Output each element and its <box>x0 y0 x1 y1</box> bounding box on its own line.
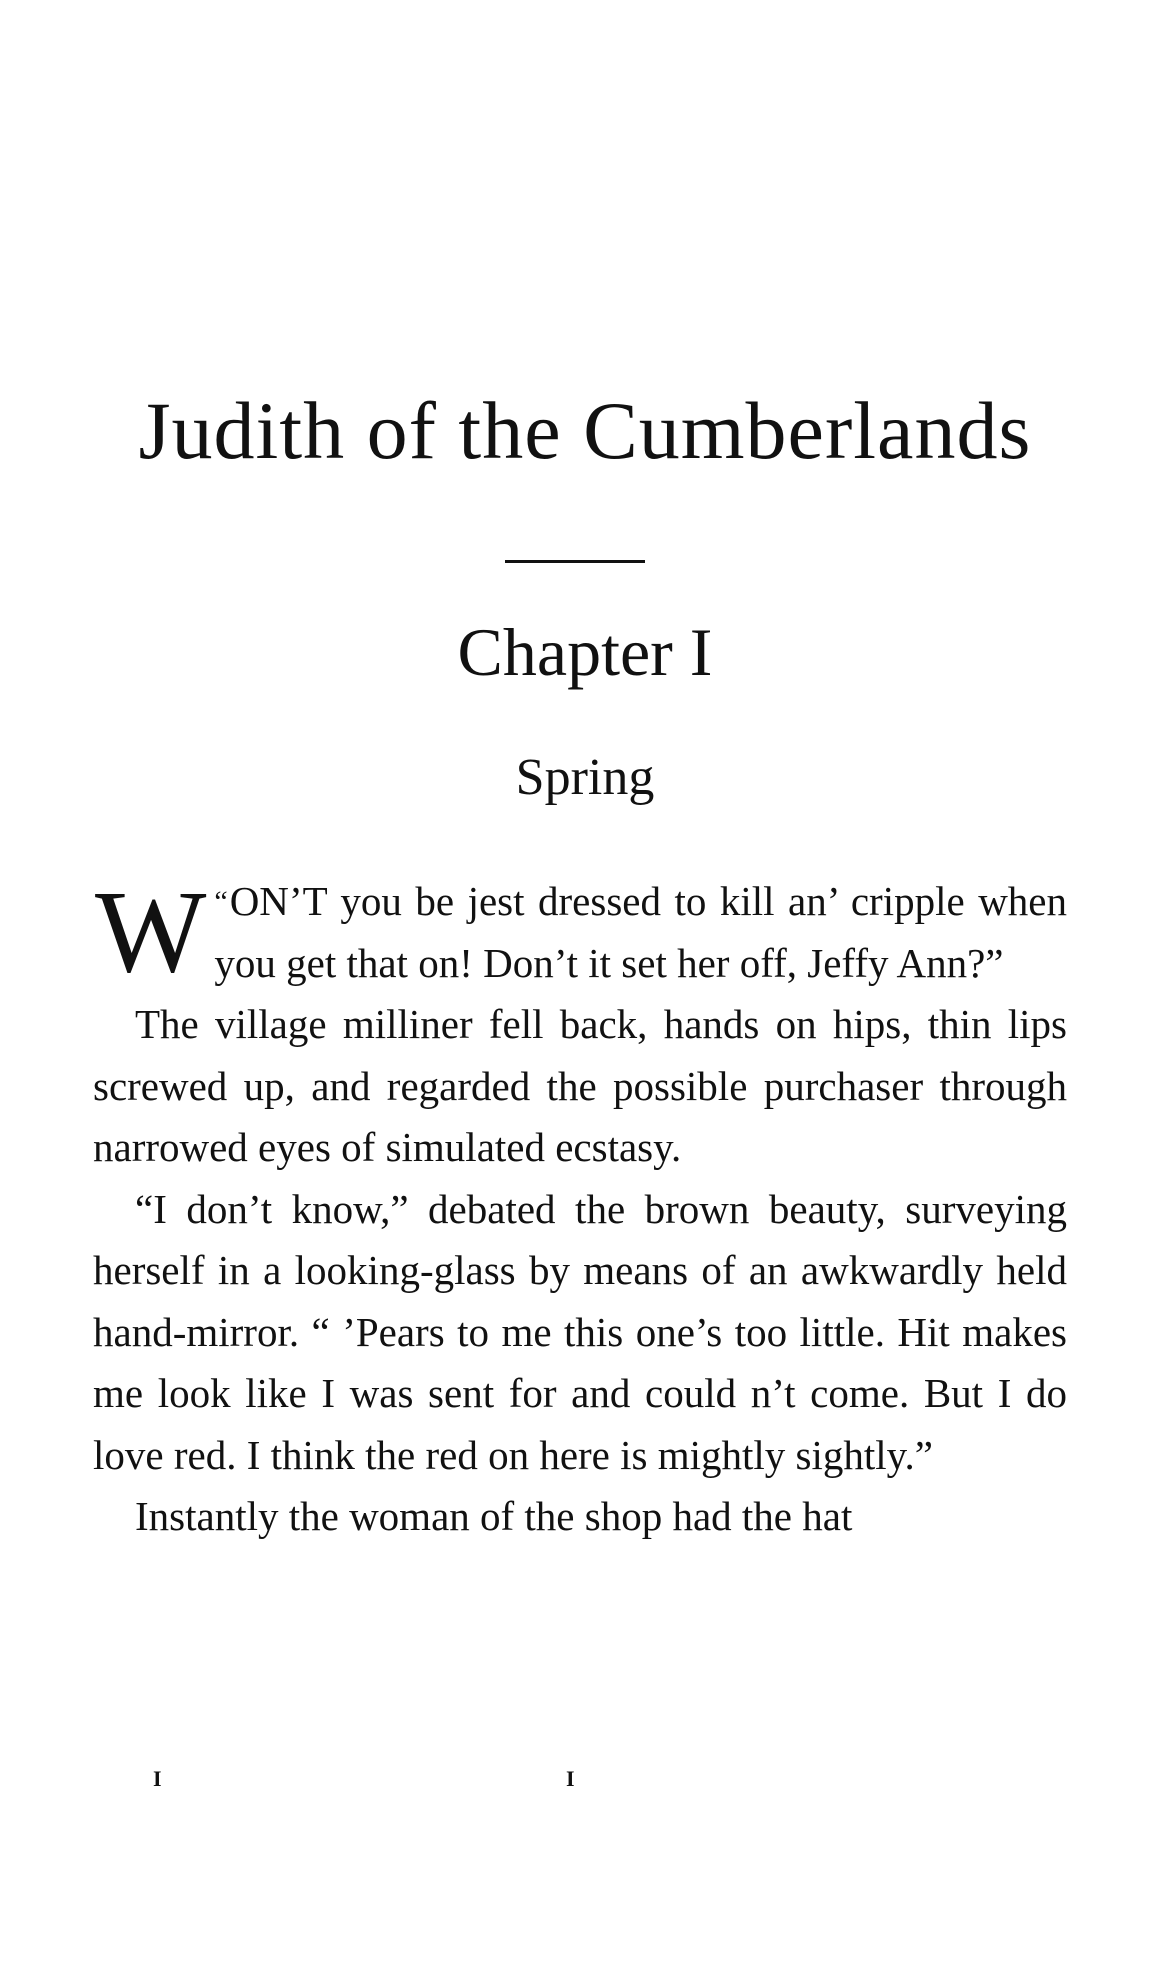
paragraph-2: The village milliner fell back, hands on hips, thin lips screwed up, and regarded the possible purchaser through narrowed eyes of simulated ecstasy. <box>93 1001 1067 1170</box>
book-title: Judith of the Cumberlands <box>138 385 1032 476</box>
drop-cap: W <box>95 866 207 997</box>
chapter-body <box>93 866 1067 1548</box>
paragraph-4: Instantly the woman of the shop had the hat <box>135 1493 853 1539</box>
chapter-title: Chapter I <box>457 614 713 690</box>
paragraph-3: “I don’t know,” debated the brown beauty, surveying herself in a looking-glass by means of an awkwardly held hand-mirror. “ ’Pears to me this one’s too little. Hit makes me look like I was sent for and could n’t come. But I do love red. I think the red on here is mightly sightly.” <box>93 1185 1067 1478</box>
page-footer <box>0 1766 1170 1806</box>
signature-mark: I <box>153 1766 162 1791</box>
opening-quote-mark: “ <box>214 885 228 918</box>
page-number: I <box>566 1766 575 1791</box>
paragraph-1-text: ON’T you be jest dressed to kill an’ cripple when you get that on! Don’t it set her off, Jeffy Ann?” <box>214 878 1067 986</box>
title-divider <box>505 560 645 563</box>
chapter-subtitle: Spring <box>515 749 655 806</box>
paragraph-1 <box>93 866 1067 997</box>
